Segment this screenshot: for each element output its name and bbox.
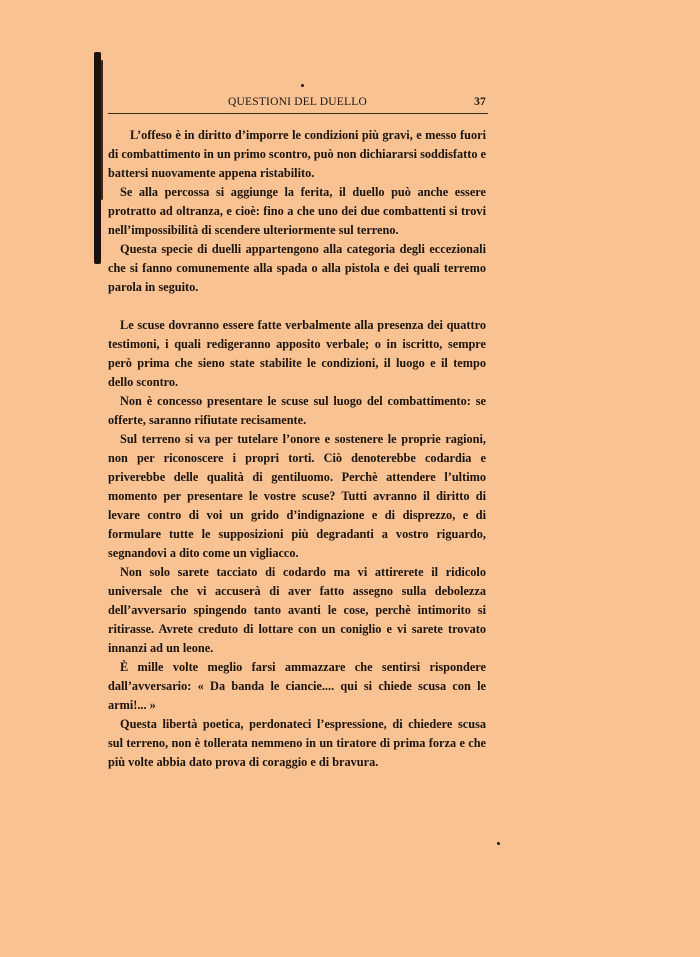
margin-ink-bar xyxy=(94,52,101,264)
ink-speck xyxy=(497,842,500,845)
ink-speck xyxy=(301,84,304,87)
paragraph: È mille volte meglio farsi ammazzare che sentirsi rispondere dall’avversario: « Da banda le ciancie.... qui si chiede scusa con le armi!... » xyxy=(108,660,486,712)
page-number: 37 xyxy=(474,96,486,108)
paragraph: Se alla percossa si aggiunge la ferita, il duello può anche essere protratto ad oltranza, e cioè: fino a che uno dei due combattenti si trovi nell’impossibilità di scendere ulteriormente sul terreno. xyxy=(108,185,486,237)
body-text xyxy=(108,126,486,772)
paragraph: Non è concesso presentare le scuse sul luogo del combattimento: se offerte, saranno rifiutate recisamente. xyxy=(108,394,486,427)
margin-ink-line xyxy=(101,60,103,200)
paragraph: Questa specie di duelli appartengono alla categoria degli eccezionali che si fanno comunemente alla spada o alla pistola e dei quali terremo parola in seguito. xyxy=(108,242,486,294)
section-gap xyxy=(108,297,486,316)
page-header xyxy=(108,96,486,112)
running-title: QUESTIONI DEL DUELLO xyxy=(228,96,367,108)
paragraph: L’offeso è in diritto d’imporre le condizioni più gravi, e messo fuori di combattimento in un primo scontro, può non dichiararsi soddisfatto e battersi nuovamente appena ristabilito. xyxy=(108,128,486,180)
paragraph: Non solo sarete tacciato di codardo ma vi attirerete il ridicolo universale che vi accuserà di aver fatto assegno sulla debolezza dell’avversario spingendo tanto avanti le cose, perchè intimorito si ritirasse. Avrete creduto di lottare con un coniglio e vi sarete trovato innanzi ad un leone. xyxy=(108,565,486,655)
header-rule xyxy=(108,113,488,114)
paragraph: Sul terreno si va per tutelare l’onore e sostenere le proprie ragioni, non per riconoscere i propri torti. Ciò denoterebbe codardia e priverebbe delle qualità di gentiluomo. Perchè attendere l’ultimo momento per presentare le vostre scuse? Tutti avranno il diritto di levare contro di voi un grido d’indignazione e di disprezzo, e di formulare tutte le supposizioni più degradanti a vostro riguardo, segnandovi a dito come un vigliacco. xyxy=(108,432,486,560)
paragraph: Le scuse dovranno essere fatte verbalmente alla presenza dei quattro testimoni, i quali redigeranno apposito verbale; o in iscritto, sempre però prima che sieno state stabilite le condizioni, il luogo e il tempo dello scontro. xyxy=(108,318,486,389)
paragraph: Questa libertà poetica, perdonateci l’espressione, di chiedere scusa sul terreno, non è tollerata nemmeno in un tiratore di prima forza e che più volte abbia dato prova di coraggio e di bravura. xyxy=(108,717,486,769)
